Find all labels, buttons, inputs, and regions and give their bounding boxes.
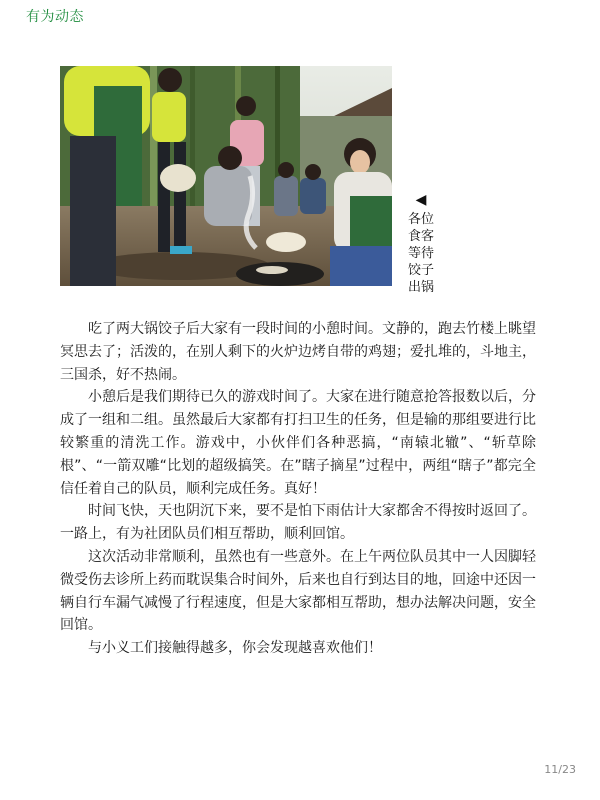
caption-left-arrow-icon: ◀ xyxy=(415,192,427,208)
paragraph: 小憩后是我们期待已久的游戏时间了。大家在进行随意抢答报数以后，分成了一组和二组。虽然最后大家都有打扫卫生的任务，但是输的那组要进行比较繁重的清洗工作。游戏中，小伙伴们各种恶搞，“南辕北辙”、“斩草除根”、“一箭双雕“比划的超级搞笑。在”瞎子摘星”过程中，两组“瞎子”都完全信任着自己的队员，顺利完成任务。真好！ xyxy=(60,389,536,497)
caption-text: 各位食客等待饺子出锅 xyxy=(407,212,434,295)
event-photo xyxy=(60,66,392,286)
paragraph: 与小义工们接触得越多，你会发现越喜欢他们！ xyxy=(88,640,382,657)
article-body xyxy=(60,318,536,660)
section-title: 有为动态 xyxy=(26,9,84,25)
photo-caption xyxy=(404,192,438,296)
paragraph: 吃了两大锅饺子后大家有一段时间的小憩时间。文静的，跑去竹楼上眺望冥思去了；活泼的，在别人剩下的火炉边烤自带的鸡翅；爱扎堆的，斗地主，三国杀，好不热闹。 xyxy=(60,321,536,383)
paragraph: 这次活动非常顺利，虽然也有一些意外。在上午两位队员其中一人因脚轻微受伤去诊所上药而耽误集合时间外，后来也自行到达目的地，回途中还因一辆自行车漏气减慢了行程速度，但是大家都相互帮助，想办法解决问题，安全回馆。 xyxy=(60,548,536,634)
page-number: 11/23 xyxy=(544,763,576,776)
paragraph: 时间飞快，天也阴沉下来，要不是怕下雨估计大家都舍不得按时返回了。一路上，有为社团队员们相互帮助，顺利回馆。 xyxy=(60,503,536,543)
